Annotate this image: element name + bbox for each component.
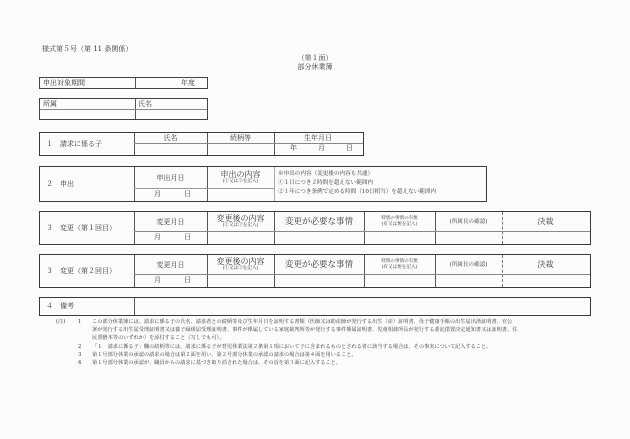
month-label: 月	[154, 190, 161, 198]
supervisor-confirm-header: (所属長の確認)	[449, 261, 488, 268]
note-text: 署が発行する出生届受理証明書又は養子縁組届受理証明書、事件が係属している家庭裁判所等が発行する事件係属証明書、児童相談所長が発行する委託措置決定通知書又は証明書、住	[92, 327, 518, 334]
change-content-header	[207, 255, 274, 274]
special-circumstance-field[interactable]	[364, 275, 435, 286]
request-content-note: (①又は②を記入)	[222, 179, 259, 184]
dept-field[interactable]	[40, 110, 135, 119]
day-label: 日	[184, 233, 191, 241]
child-birthdate-field[interactable]	[274, 144, 362, 154]
section-request-label: ２ 申出	[46, 179, 74, 188]
note-number: 1	[78, 319, 82, 325]
note-number: 2	[78, 343, 82, 350]
form-number: 様式第５号（第 11 条関係）	[42, 45, 133, 53]
day-label: 日	[184, 190, 191, 198]
section-remarks-label: ４ 備考	[46, 302, 74, 310]
period-box	[39, 77, 208, 89]
section-change-2-label: ３ 変更（第２回目）	[46, 266, 116, 275]
note-line: ※申出の内容（変更後の内容も共通）	[278, 171, 374, 177]
change-date-header: 変更月日	[156, 217, 185, 226]
child-relation-header: 続柄等	[230, 134, 251, 142]
change-content-title: 変更後の内容	[216, 256, 265, 266]
note-text: 「１ 請求に係る子」欄の続柄等には、請求に係る子が育児休業法第２条第１項において子に含まれるものとされる者に該当する場合は、その事実について記入すること。	[92, 343, 492, 350]
change-date-field[interactable]	[134, 275, 207, 286]
day-label: 日	[346, 144, 353, 152]
page-title: 部分休業簿	[297, 63, 333, 71]
change-content-field[interactable]	[207, 232, 274, 243]
supervisor-confirm-header: (所属長の確認)	[449, 218, 488, 225]
change-reason-field[interactable]	[274, 275, 364, 286]
section-child	[39, 132, 364, 156]
remarks-field[interactable]	[135, 298, 589, 314]
period-value[interactable]: 年度	[181, 79, 195, 87]
affiliation-box	[39, 98, 208, 120]
month-label: 月	[154, 276, 161, 284]
change-reason-header: 変更が必要な事情	[284, 259, 353, 270]
child-relation-field[interactable]	[207, 144, 274, 154]
section-change-1	[39, 211, 591, 245]
change-content-header	[207, 212, 274, 231]
section-change-2	[39, 254, 591, 288]
footnotes	[56, 318, 616, 367]
name-label: 氏名	[138, 100, 152, 108]
month-label: 月	[154, 233, 161, 241]
note-text: 民票謄本等のいずれか）を添付すること（写しでも可）。	[92, 335, 225, 342]
special-title: 特別の事情の有無	[381, 258, 418, 264]
section-request	[39, 166, 487, 202]
change-date-header: 変更月日	[156, 260, 185, 269]
note-number: 3	[78, 351, 82, 358]
change-reason-header: 変更が必要な事情	[284, 216, 353, 227]
approval-header: 決裁	[537, 216, 554, 226]
note-text: この部分休業簿には、請求に係る子の氏名、請求者との続柄等及び生年月日を証明する書類（医師又は助産師が発行する出生（産）証明書、母子健康手帳の出生届出済証明書、官公	[92, 319, 513, 325]
change-content-note: (①又は②を記入)	[222, 265, 259, 271]
name-field[interactable]	[135, 110, 207, 119]
change-content-title: 変更後の内容	[216, 213, 265, 223]
request-content-notes	[278, 170, 436, 197]
request-date-field[interactable]	[134, 189, 207, 200]
supervisor-confirm-field[interactable]	[435, 275, 502, 286]
special-circumstance-header	[364, 255, 435, 274]
note-line: ②１年につき条例で定める時間（10日相当）を超えない範囲内	[278, 189, 437, 195]
year-label: 年	[290, 144, 297, 152]
change-content-note: (①又は②を記入)	[222, 222, 259, 228]
notes-tag: (注)	[56, 319, 66, 325]
note-text: 第１号部分休業の承認の請求の場合は第２面を用い、第２号部分休業の承認の請求の場合は第４面を用いること。	[92, 351, 357, 358]
change-reason-field[interactable]	[274, 232, 364, 243]
period-label: 申出対象期間	[43, 79, 85, 87]
page-label: （第１面）	[297, 54, 333, 62]
request-content-field[interactable]	[207, 189, 274, 200]
special-circumstance-field[interactable]	[364, 232, 435, 243]
note-text: 第１号部分休業の承認が、職員からの請求に基づき取り消された場合は、その旨を第３面に記入すること。	[92, 360, 342, 367]
request-date-header: 申出月日	[156, 173, 185, 182]
approval-field[interactable]	[502, 232, 589, 243]
dept-label: 所属	[43, 100, 57, 108]
note-line: ①１日につき２時間を超えない範囲内	[278, 180, 373, 186]
month-label: 月	[318, 144, 325, 152]
supervisor-confirm-field[interactable]	[435, 232, 502, 243]
section-change-1-label: ３ 変更（第１回目）	[46, 223, 116, 232]
special-circumstance-header	[364, 212, 435, 231]
special-note: (有又は無を記入)	[381, 221, 418, 227]
note-number: 4	[78, 360, 82, 367]
section-child-label: １ 請求に係る子	[46, 139, 102, 148]
change-content-field[interactable]	[207, 275, 274, 286]
child-birthdate-header: 生年月日	[304, 134, 332, 142]
child-name-header: 氏名	[163, 134, 178, 142]
approval-field[interactable]	[502, 275, 589, 286]
approval-header: 決裁	[537, 259, 554, 269]
special-note: (有又は無を記入)	[381, 264, 418, 270]
request-content-header	[207, 168, 274, 188]
request-content-title: 申出の内容	[220, 170, 261, 179]
child-name-field[interactable]	[134, 144, 207, 154]
change-date-field[interactable]	[134, 232, 207, 243]
special-title: 特別の事情の有無	[381, 215, 418, 221]
day-label: 日	[184, 276, 191, 284]
section-remarks	[39, 297, 591, 316]
